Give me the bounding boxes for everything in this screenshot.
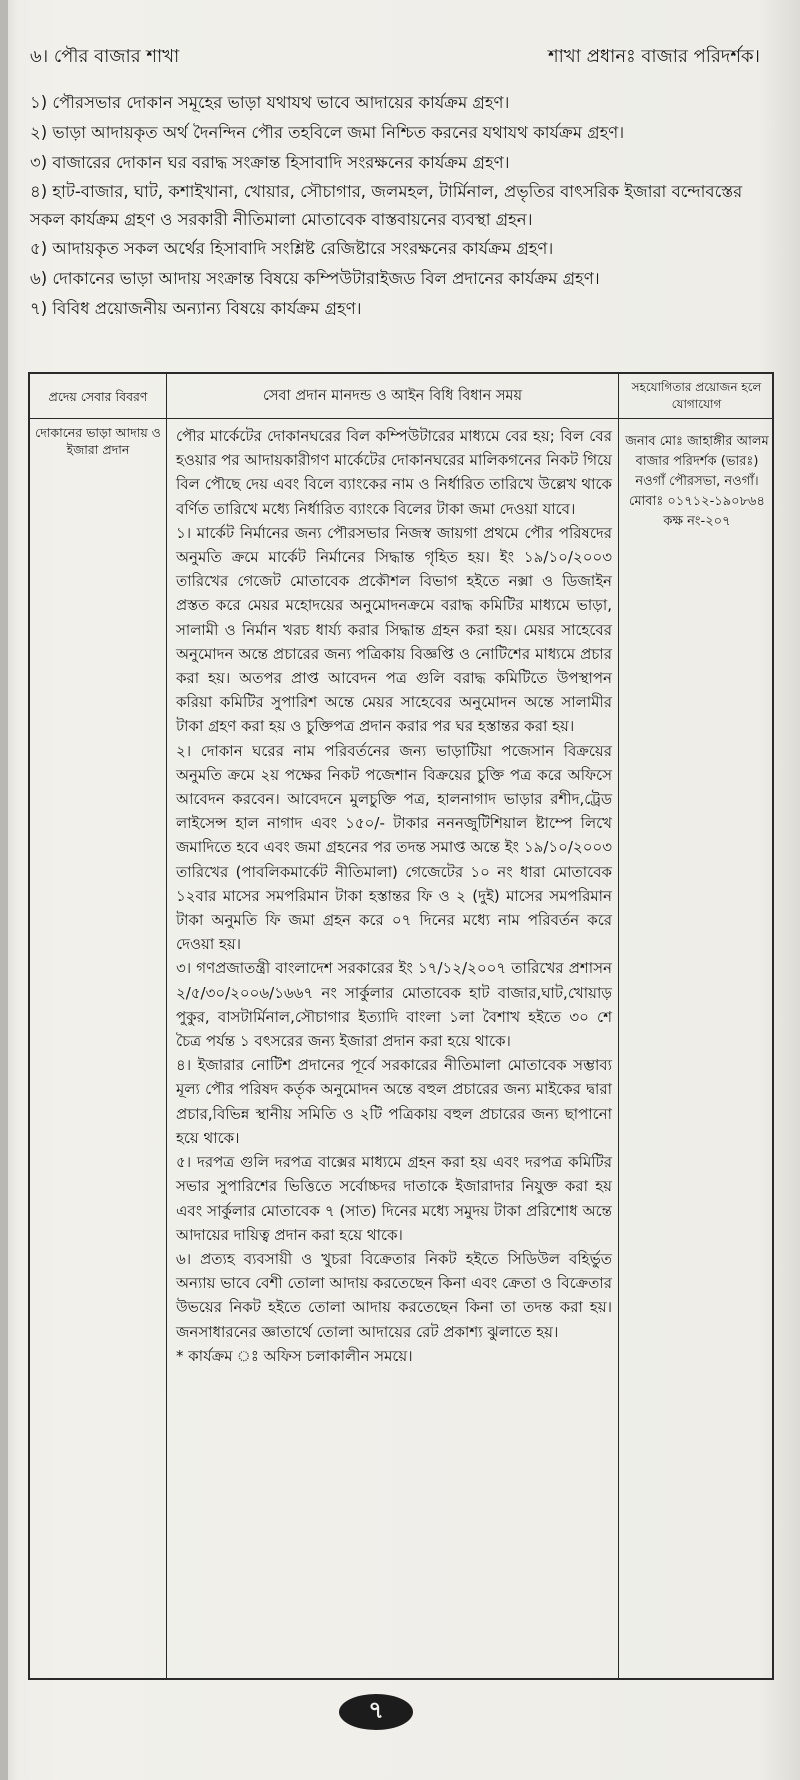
column-header-contact: সহযোগিতার প্রয়োজন হলে যোগাযোগ (631, 380, 762, 411)
standards-paragraph-intro: পৌর মার্কেটের দোকানঘরের বিল কম্পিউটারের মাধ্যমে বের হয়; বিল বের হওয়ার পর আদায়কারীগণ মার্কেটের দোকানঘরের মালিকগনের নিকট গিয়ে বিল পৌছে দেয় এবং বিলে ব্যাংকের নাম ও নির্ধারিত তারিখে উল্লেখ থাকে বর্ণিত তারিখে মধ্যে নির্ধারিত ব্যাংকে বিলের টাকা জমা দেওয়া যাবে। (176, 427, 612, 518)
contact-mobile: মোবাঃ ০১৭১২-১৯০৮৬৪ (629, 494, 765, 509)
header-divider (30, 418, 772, 419)
page-spine-shadow (0, 0, 8, 1780)
column-divider-1 (166, 374, 167, 1678)
contact-office: নওগাঁ পৌরসভা, নওগাঁ। (635, 474, 759, 489)
duty-item-5: ৫) আদায়কৃত সকল অর্থের হিসাবাদি সংশ্লিষ্ট রেজিষ্টারে সংরক্ষনের কার্যক্রম গ্রহণ। (30, 239, 554, 258)
contact-designation: বাজার পরিদর্শক (ভারঃ) (635, 454, 759, 469)
office-hours-note: * কার্যক্রম ঃ অফিস চলাকালীন সময়ে। (176, 1346, 413, 1365)
duty-item-3: ৩) বাজারের দোকান ঘর বরাদ্ধ সংক্রান্ত হিসাবাদি সংরক্ষনের কার্যক্রম গ্রহণ। (30, 153, 510, 172)
standards-cell (176, 424, 612, 1368)
standards-paragraph-5: ৫। দরপত্র গুলি দরপত্র বাক্সের মাধ্যমে গ্রহন করা হয় এবং দরপত্র কমিটির সভার সুপারিশের ভিত্তিতে সর্বোচ্চদর দাতাকে ইজারাদার নিযুক্ত করা হয় এবং সার্কুলার মোতাবেক ৭ (সাত) দিনের মধ্যে সমুদয় টাকা প্ররিশোধ অন্তে আদায়ের দায়িত্ব প্রদান করা হয়ে থাকে। (176, 1153, 612, 1244)
duty-item-2: ২) ভাড়া আদায়কৃত অর্থ দৈনন্দিন পৌর তহবিলে জমা নিশ্চিত করনের যথাযথ কার্যক্রম গ্রহণ। (30, 123, 625, 142)
contact-name: জনাব মোঃ জাহাঙ্গীর আলম (625, 434, 769, 449)
standards-paragraph-2: ২। দোকান ঘরের নাম পরিবর্তনের জন্য ভাড়াটিয়া পজেসান বিক্রয়ের অনুমতি ক্রমে ২য় পক্ষের নিকট পজেশান বিক্রয়ের চুক্তি পত্র করে অফিসে আবেদন করবেন। আবেদনে মুলচুক্তি পত্র, হালনাগাদ ভাড়ার রশীদ,ট্রেড লাইসেন্স হাল নাগাদ এবং ১৫০/- টাকার নননজুটিশিয়াল ষ্টাম্পে লিখে জমাদিতে হবে এবং জমা গ্রহনের পর তদন্ত সমাপ্ত অন্তে ইং ১৯/১০/২০০৩ তারিখের (পাবলিকমার্কেট নীতিমালা) গেজেটের ১০ নং ধারা মোতাবেক ১২বার মাসের সমপরিমান টাকা হস্তান্তর ফি ও ২ (দুই) মাসের সমপরিমান টাকা অনুমতি ফি জমা গ্রহন করে ০৭ দিনের মধ্যে নাম পরিবর্তন করে দেওয়া হয়। (176, 741, 612, 954)
standards-paragraph-6: ৬। প্রত্যহ ব্যবসায়ী ও খুচরা বিক্রেতার নিকট হইতে সিডিউল বহির্ভুত অন্যায় ভাবে বেশী তোলা আদায় করতেছেন কিনা এবং ক্রেতা ও বিক্রেতার উভয়ের নিকট হইতে তোলা আদায় করতেছেন কিনা তা তদন্ত করা হয়। জনসাধারনের জ্ঞাতার্থে তোলা আদায়ের রেট প্রকাশ্য ঝুলাতে হয়। (176, 1249, 612, 1341)
section-title: ৬। পৌর বাজার শাখা (30, 45, 180, 67)
section-header (30, 42, 760, 72)
column-divider-2 (618, 374, 619, 1678)
page-number-badge: ৭ (339, 1694, 413, 1730)
service-table (28, 372, 774, 1680)
standards-paragraph-1: ১। মার্কেট নির্মানের জন্য পৌরসভার নিজস্ব জায়গা প্রথমে পৌর পরিষদের অনুমতি ক্রমে মার্কেট নির্মানের সিদ্ধান্ত গৃহিত হয়। ইং ১৯/১০/২০০৩ তারিখের গেজেট মোতাবেক প্রকৌশল বিভাগ হইতে নক্সা ও ডিজাইন প্রস্তত করে মেয়র মহোদয়ের অনুমোদনক্রমে বরাদ্ধ কমিটির মাধ্যমে ভাড়া, সালামী ও নির্মান খরচ ধার্য্য করার সিদ্ধান্ত গ্রহন করা হয়। মেয়র সাহেবের অনুমোদন অন্তে প্রচারের জন্য পত্রিকায় বিজ্ঞপ্তি ও নোটিশের মাধ্যমে প্রচার করা হয়। অতপর প্রাপ্ত আবেদন পত্র গুলি বরাদ্ধ কমিটিতে উপস্থাপন করিয়া কমিটির সুপারিশ অন্তে মেয়র সাহেবের অনুমোদন অন্তে সালামীর টাকা গ্রহণ করা হয় ও চুক্তিপত্র প্রদান করার পর ঘর হস্তান্তর করা হয়। (176, 523, 612, 736)
duties-list (30, 88, 772, 324)
contact-cell (624, 432, 770, 532)
duty-item-7: ৭) বিবিধ প্রয়োজনীয় অন্যান্য বিষয়ে কার্যক্রম গ্রহণ। (30, 299, 362, 318)
contact-room: কক্ষ নং-২০৭ (663, 514, 731, 529)
column-header-standards: সেবা প্রদান মানদন্ড ও আইন বিধি বিধান সময় (262, 387, 523, 404)
column-header-service: প্রদেয় সেবার বিবরণ (48, 388, 148, 404)
standards-paragraph-4: ৪। ইজারার নোটিশ প্রদানের পূর্বে সরকারের নীতিমালা মোতাবেক সম্ভাব্য মূল্য পৌর পরিষদ কর্তৃক অনুমোদন অন্তে বহুল প্রচারের জন্য মাইকের দ্বারা প্রচার,বিভিন্ন স্থানীয় সমিতি ও ২টি পত্রিকায় বহুল প্রচারের জন্য ছাপানো হয়ে থাকে। (176, 1056, 612, 1147)
service-name-cell: দোকানের ভাড়া আদায় ও ইজারা প্রদান (35, 425, 161, 457)
duty-item-6: ৬) দোকানের ভাড়া আদায় সংক্রান্ত বিষয়ে কম্পিউটারাইজড বিল প্রদানের কার্যক্রম গ্রহণ। (30, 269, 600, 288)
section-head: শাখা প্রধানঃ বাজার পরিদর্শক। (547, 45, 760, 67)
duty-item-1: ১) পৌরসভার দোকান সমূহের ভাড়া যথাযথ ভাবে আদায়ের কার্যক্রম গ্রহণ। (30, 93, 510, 112)
duty-item-4: ৪) হাট-বাজার, ঘাট, কশাইখানা, খোয়ার, সৌচাগার, জলমহল, টার্মিনাল, প্রভৃতির বাৎসরিক ইজারা বন্দোবস্তের সকল কার্যক্রম গ্রহণ ও সরকারী নীতিমালা মোতাবেক বাস্তবায়নের ব্যবস্থা গ্রহন। (30, 182, 743, 229)
standards-paragraph-3: ৩। গণপ্রজাতন্ত্রী বাংলাদেশ সরকারের ইং ১৭/১২/২০০৭ তারিখের প্রশাসন ২/৫/৩০/২০০৬/১৬৬৭ নং সার্কুলার মোতাবেক হাট বাজার,ঘাট,খোয়াড় পুকুর, বাসটার্মিনাল,সৌচাগার ইত্যাদি বাংলা ১লা বৈশাখ হইতে ৩০ শে চৈত্র পর্যন্ত ১ বৎসরের জন্য ইজারা প্রদান করা হয়ে থাকে। (176, 959, 612, 1051)
